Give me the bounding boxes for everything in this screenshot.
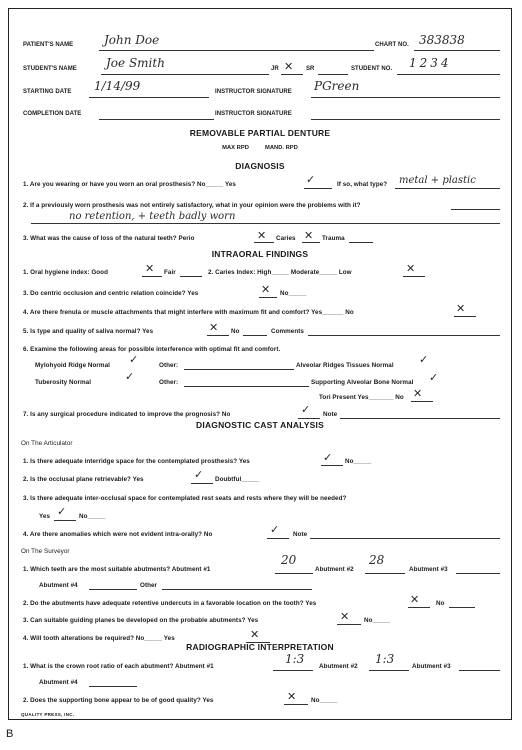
coincide-x-mark: ✕ bbox=[261, 283, 271, 296]
surgical-note-line bbox=[340, 418, 500, 419]
inter-occlusal-yes-line bbox=[54, 520, 76, 521]
diagnosis-q2-line-a bbox=[451, 209, 500, 210]
occlusal-yes-line bbox=[191, 483, 213, 484]
starting-date-value: 1/14/99 bbox=[94, 79, 141, 93]
saliva-comments-label: Comments bbox=[271, 328, 304, 335]
crown-root-2-line bbox=[369, 670, 409, 671]
instructor-signature-line bbox=[311, 97, 500, 98]
surgical-note-label: Note bbox=[323, 411, 338, 418]
crown-root-2-value: 1:3 bbox=[375, 652, 395, 666]
diagnosis-q1-type-value: metal + plastic bbox=[399, 175, 476, 186]
inter-occlusal-yes-label: Yes bbox=[39, 513, 51, 520]
publisher-imprint: QUALITY PRESS, INC. bbox=[21, 712, 75, 717]
caries-label: Caries bbox=[276, 235, 296, 242]
intraoral-q4: 4. Are there frenula or muscle attachments that might interfere with maximum fit and comfort? Yes______ No bbox=[23, 309, 354, 316]
completion-date-line bbox=[99, 119, 214, 120]
saliva-x-mark: ✕ bbox=[209, 321, 219, 334]
sr-line bbox=[318, 74, 348, 75]
patient-name-label: PATIENT'S NAME bbox=[23, 42, 74, 48]
crown-root-4-label: Abutment #4 bbox=[39, 679, 78, 686]
undercuts-no-line bbox=[449, 607, 475, 608]
starting-date-line bbox=[89, 97, 209, 98]
cast-q3: 3. Is there adequate inter-occlusal space for contemplated rest seats and rests where they will be needed? bbox=[23, 495, 347, 502]
crown-root-4-line bbox=[89, 686, 137, 687]
cast-q2: 2. Is the occlusal plane retrievable? Yes bbox=[23, 476, 144, 483]
crown-root-1-line bbox=[273, 670, 313, 671]
diagnosis-q1-yes-line bbox=[304, 188, 332, 189]
other-line-1 bbox=[184, 369, 294, 370]
surveyor-q3: 3. Can suitable guiding planes be developed on the probable abutments? Yes bbox=[23, 617, 259, 624]
abutment-1-value: 20 bbox=[281, 553, 297, 567]
abutment-other-line bbox=[162, 589, 312, 590]
surveyor-q2: 2. Do the abutments have adequate retentive undercuts in a favorable location on the tooth? Yes bbox=[23, 600, 317, 607]
inter-occlusal-no: No_____ bbox=[79, 513, 106, 520]
abutment-4-label: Abutment #4 bbox=[39, 582, 78, 589]
surgical-check-mark: ✓ bbox=[301, 403, 311, 416]
undercuts-x-mark: ✕ bbox=[410, 593, 420, 606]
student-no-label: STUDENT NO. bbox=[351, 66, 393, 72]
frenula-x-mark: ✕ bbox=[456, 302, 466, 315]
tori-label: Tori Present Yes_______ No bbox=[319, 394, 404, 401]
tuberosity-label: Tuberosity Normal bbox=[35, 379, 92, 386]
intraoral-q6: 6. Examine the following areas for possible interference with optimal fit and comfort. bbox=[23, 346, 281, 353]
completion-date-label: COMPLETION DATE bbox=[23, 111, 82, 117]
jr-label: JR bbox=[271, 66, 279, 72]
abutment-2-value: 28 bbox=[369, 553, 385, 567]
form-subtitle: MAX RPD MAND. RPD bbox=[222, 145, 298, 151]
instructor-signature-line-2 bbox=[311, 119, 500, 120]
alveolar-bone-check-mark: ✓ bbox=[429, 371, 439, 384]
diagnosis-q1-type-line bbox=[395, 188, 500, 189]
jr-line bbox=[281, 74, 303, 75]
diagnosis-q1-yes-mark: ✓ bbox=[306, 173, 316, 186]
undercuts-no-label: No bbox=[436, 600, 445, 607]
abutment-3-line bbox=[456, 573, 500, 574]
inter-occlusal-check-mark: ✓ bbox=[57, 505, 67, 518]
intraoral-q3: 3. Do centric occlusion and centric relation coincide? Yes bbox=[23, 290, 199, 297]
occlusal-check-mark: ✓ bbox=[194, 468, 204, 481]
radio-q1: 1. What is the crown root ratio of each abutment? Abutment #1 bbox=[23, 663, 214, 670]
surgical-no-line bbox=[298, 418, 320, 419]
cast-q1: 1. Is there adequate interridge space for the contemplated prosthesis? Yes bbox=[23, 458, 250, 465]
occlusal-doubtful: Doubtful_____ bbox=[215, 476, 260, 483]
diagnosis-q1: 1. Are you wearing or have you worn an oral prosthesis? No_____ Yes bbox=[23, 181, 236, 188]
starting-date-label: STARTING DATE bbox=[23, 89, 72, 95]
diagnosis-q1-type-label: If so, what type? bbox=[337, 181, 388, 188]
diagnosis-q3: 3. What was the cause of loss of the natural teeth? Perio bbox=[23, 235, 195, 242]
good-x-mark: ✕ bbox=[145, 262, 155, 275]
instructor-signature-label-2: INSTRUCTOR SIGNATURE bbox=[215, 111, 292, 117]
articulator-subheading: On The Articulator bbox=[21, 440, 73, 447]
cast-heading: DIAGNOSTIC CAST ANALYSIS bbox=[196, 420, 324, 430]
interridge-no: No_____ bbox=[345, 458, 372, 465]
saliva-yes-line bbox=[207, 335, 229, 336]
diagnosis-q2-line-b bbox=[31, 223, 500, 224]
tori-x-mark: ✕ bbox=[413, 387, 423, 400]
frenula-no-line bbox=[454, 316, 476, 317]
abutment-1-line bbox=[275, 573, 313, 574]
diagnosis-q2: 2. If a previously worn prosthesis was not entirely satisfactory, what in your opinion were the problems with it? bbox=[23, 202, 361, 209]
alveolar-tissues-check-mark: ✓ bbox=[419, 353, 429, 366]
mylohyoid-label: Mylohyoid Ridge Normal bbox=[35, 362, 110, 369]
alveolar-tissues-label: Alveolar Ridges Tissues Normal bbox=[296, 362, 394, 369]
surveyor-q1: 1. Which teeth are the most suitable abutments? Abutment #1 bbox=[23, 566, 211, 573]
guiding-no: No_____ bbox=[364, 617, 391, 624]
guiding-x-mark: ✕ bbox=[340, 610, 350, 623]
crown-root-1-value: 1:3 bbox=[285, 652, 305, 666]
diagnosis-q2-value: no retention, + teeth badly worn bbox=[69, 211, 236, 222]
anomalies-no-line bbox=[267, 538, 289, 539]
mylohyoid-check-mark: ✓ bbox=[129, 353, 139, 366]
anomalies-check-mark: ✓ bbox=[270, 523, 280, 536]
crown-root-3-line bbox=[459, 670, 500, 671]
fair-label: Fair bbox=[164, 269, 176, 276]
coincide-no: No_____ bbox=[280, 290, 307, 297]
figure-letter: B bbox=[6, 728, 14, 740]
other-label-1: Other: bbox=[159, 362, 179, 369]
patient-name-value: John Doe bbox=[104, 33, 160, 47]
other-line-2 bbox=[184, 386, 309, 387]
trauma-label: Trauma bbox=[322, 235, 345, 242]
jr-check-mark: ✕ bbox=[284, 60, 294, 73]
bone-no: No_____ bbox=[311, 697, 338, 704]
crown-root-3-label: Abutment #3 bbox=[412, 663, 451, 670]
crown-root-2-label: Abutment #2 bbox=[319, 663, 358, 670]
caries-x-mark: ✕ bbox=[304, 229, 314, 242]
form-title: REMOVABLE PARTIAL DENTURE bbox=[189, 128, 331, 138]
good-line bbox=[142, 276, 162, 277]
intraoral-q5: 5. Is type and quality of saliva normal? Yes bbox=[23, 328, 154, 335]
alterations-x-mark: ✕ bbox=[250, 628, 260, 641]
intraoral-q1: 1. Oral hygiene index: Good bbox=[23, 269, 108, 276]
instructor-signature-value: PGreen bbox=[314, 79, 360, 93]
abutment-3-label: Abutment #3 bbox=[409, 566, 448, 573]
radiographic-heading: RADIOGRAPHIC INTERPRETATION bbox=[186, 642, 334, 652]
intraoral-heading: INTRAORAL FINDINGS bbox=[211, 249, 309, 259]
perio-x-mark: ✕ bbox=[257, 229, 267, 242]
saliva-no-line bbox=[243, 335, 267, 336]
chart-no-line bbox=[414, 50, 500, 51]
guiding-yes-line bbox=[337, 624, 361, 625]
rpd-form bbox=[8, 8, 512, 720]
bone-x-mark: ✕ bbox=[287, 690, 297, 703]
saliva-comments-line bbox=[308, 335, 500, 336]
abutment-other-label: Other bbox=[140, 582, 158, 589]
bone-yes-line bbox=[284, 704, 308, 705]
tuberosity-check-mark: ✓ bbox=[125, 370, 135, 383]
instructor-signature-label: INSTRUCTOR SIGNATURE bbox=[215, 89, 292, 95]
saliva-no-label: No bbox=[231, 328, 240, 335]
surveyor-q4: 4. Will tooth alterations be required? No_____ Yes bbox=[23, 635, 175, 642]
patient-name-line bbox=[99, 50, 374, 51]
radio-q2: 2. Does the supporting bone appear to be of good quality? Yes bbox=[23, 697, 214, 704]
surveyor-subheading: On The Surveyor bbox=[21, 548, 70, 555]
caries-line bbox=[302, 242, 320, 243]
student-no-value: 1234 bbox=[409, 56, 452, 70]
student-no-line bbox=[397, 74, 500, 75]
abutment-4-line bbox=[89, 589, 137, 590]
anomalies-note-label: Note bbox=[293, 531, 308, 538]
other-label-2: Other: bbox=[159, 379, 179, 386]
interridge-yes-line bbox=[321, 465, 343, 466]
perio-line bbox=[254, 242, 274, 243]
chart-no-value: 383838 bbox=[419, 33, 465, 47]
diagnosis-heading: DIAGNOSIS bbox=[235, 161, 285, 171]
fair-line bbox=[180, 276, 202, 277]
coincide-yes-line bbox=[259, 297, 277, 298]
chart-no-label: CHART NO. bbox=[375, 42, 409, 48]
trauma-line bbox=[349, 242, 373, 243]
student-name-value: Joe Smith bbox=[106, 56, 165, 70]
sr-label: SR bbox=[306, 66, 315, 72]
tori-no-line bbox=[411, 401, 433, 402]
low-x-mark: ✕ bbox=[406, 262, 416, 275]
intraoral-q2: 2. Caries Index: High_____ Moderate_____ Low bbox=[208, 269, 352, 276]
low-line bbox=[403, 276, 425, 277]
cast-q4: 4. Are there anomalies which were not evident intra-orally? No bbox=[23, 531, 213, 538]
abutment-2-label: Abutment #2 bbox=[315, 566, 354, 573]
anomalies-note-line bbox=[310, 538, 500, 539]
interridge-check-mark: ✓ bbox=[323, 451, 333, 464]
undercuts-yes-line bbox=[408, 607, 430, 608]
student-name-label: STUDENT'S NAME bbox=[23, 66, 77, 72]
student-name-line bbox=[101, 74, 269, 75]
intraoral-q7: 7. Is any surgical procedure indicated to improve the prognosis? No bbox=[23, 411, 231, 418]
alveolar-bone-label: Supporting Alveolar Bone Normal bbox=[311, 379, 414, 386]
abutment-2-line bbox=[365, 573, 405, 574]
